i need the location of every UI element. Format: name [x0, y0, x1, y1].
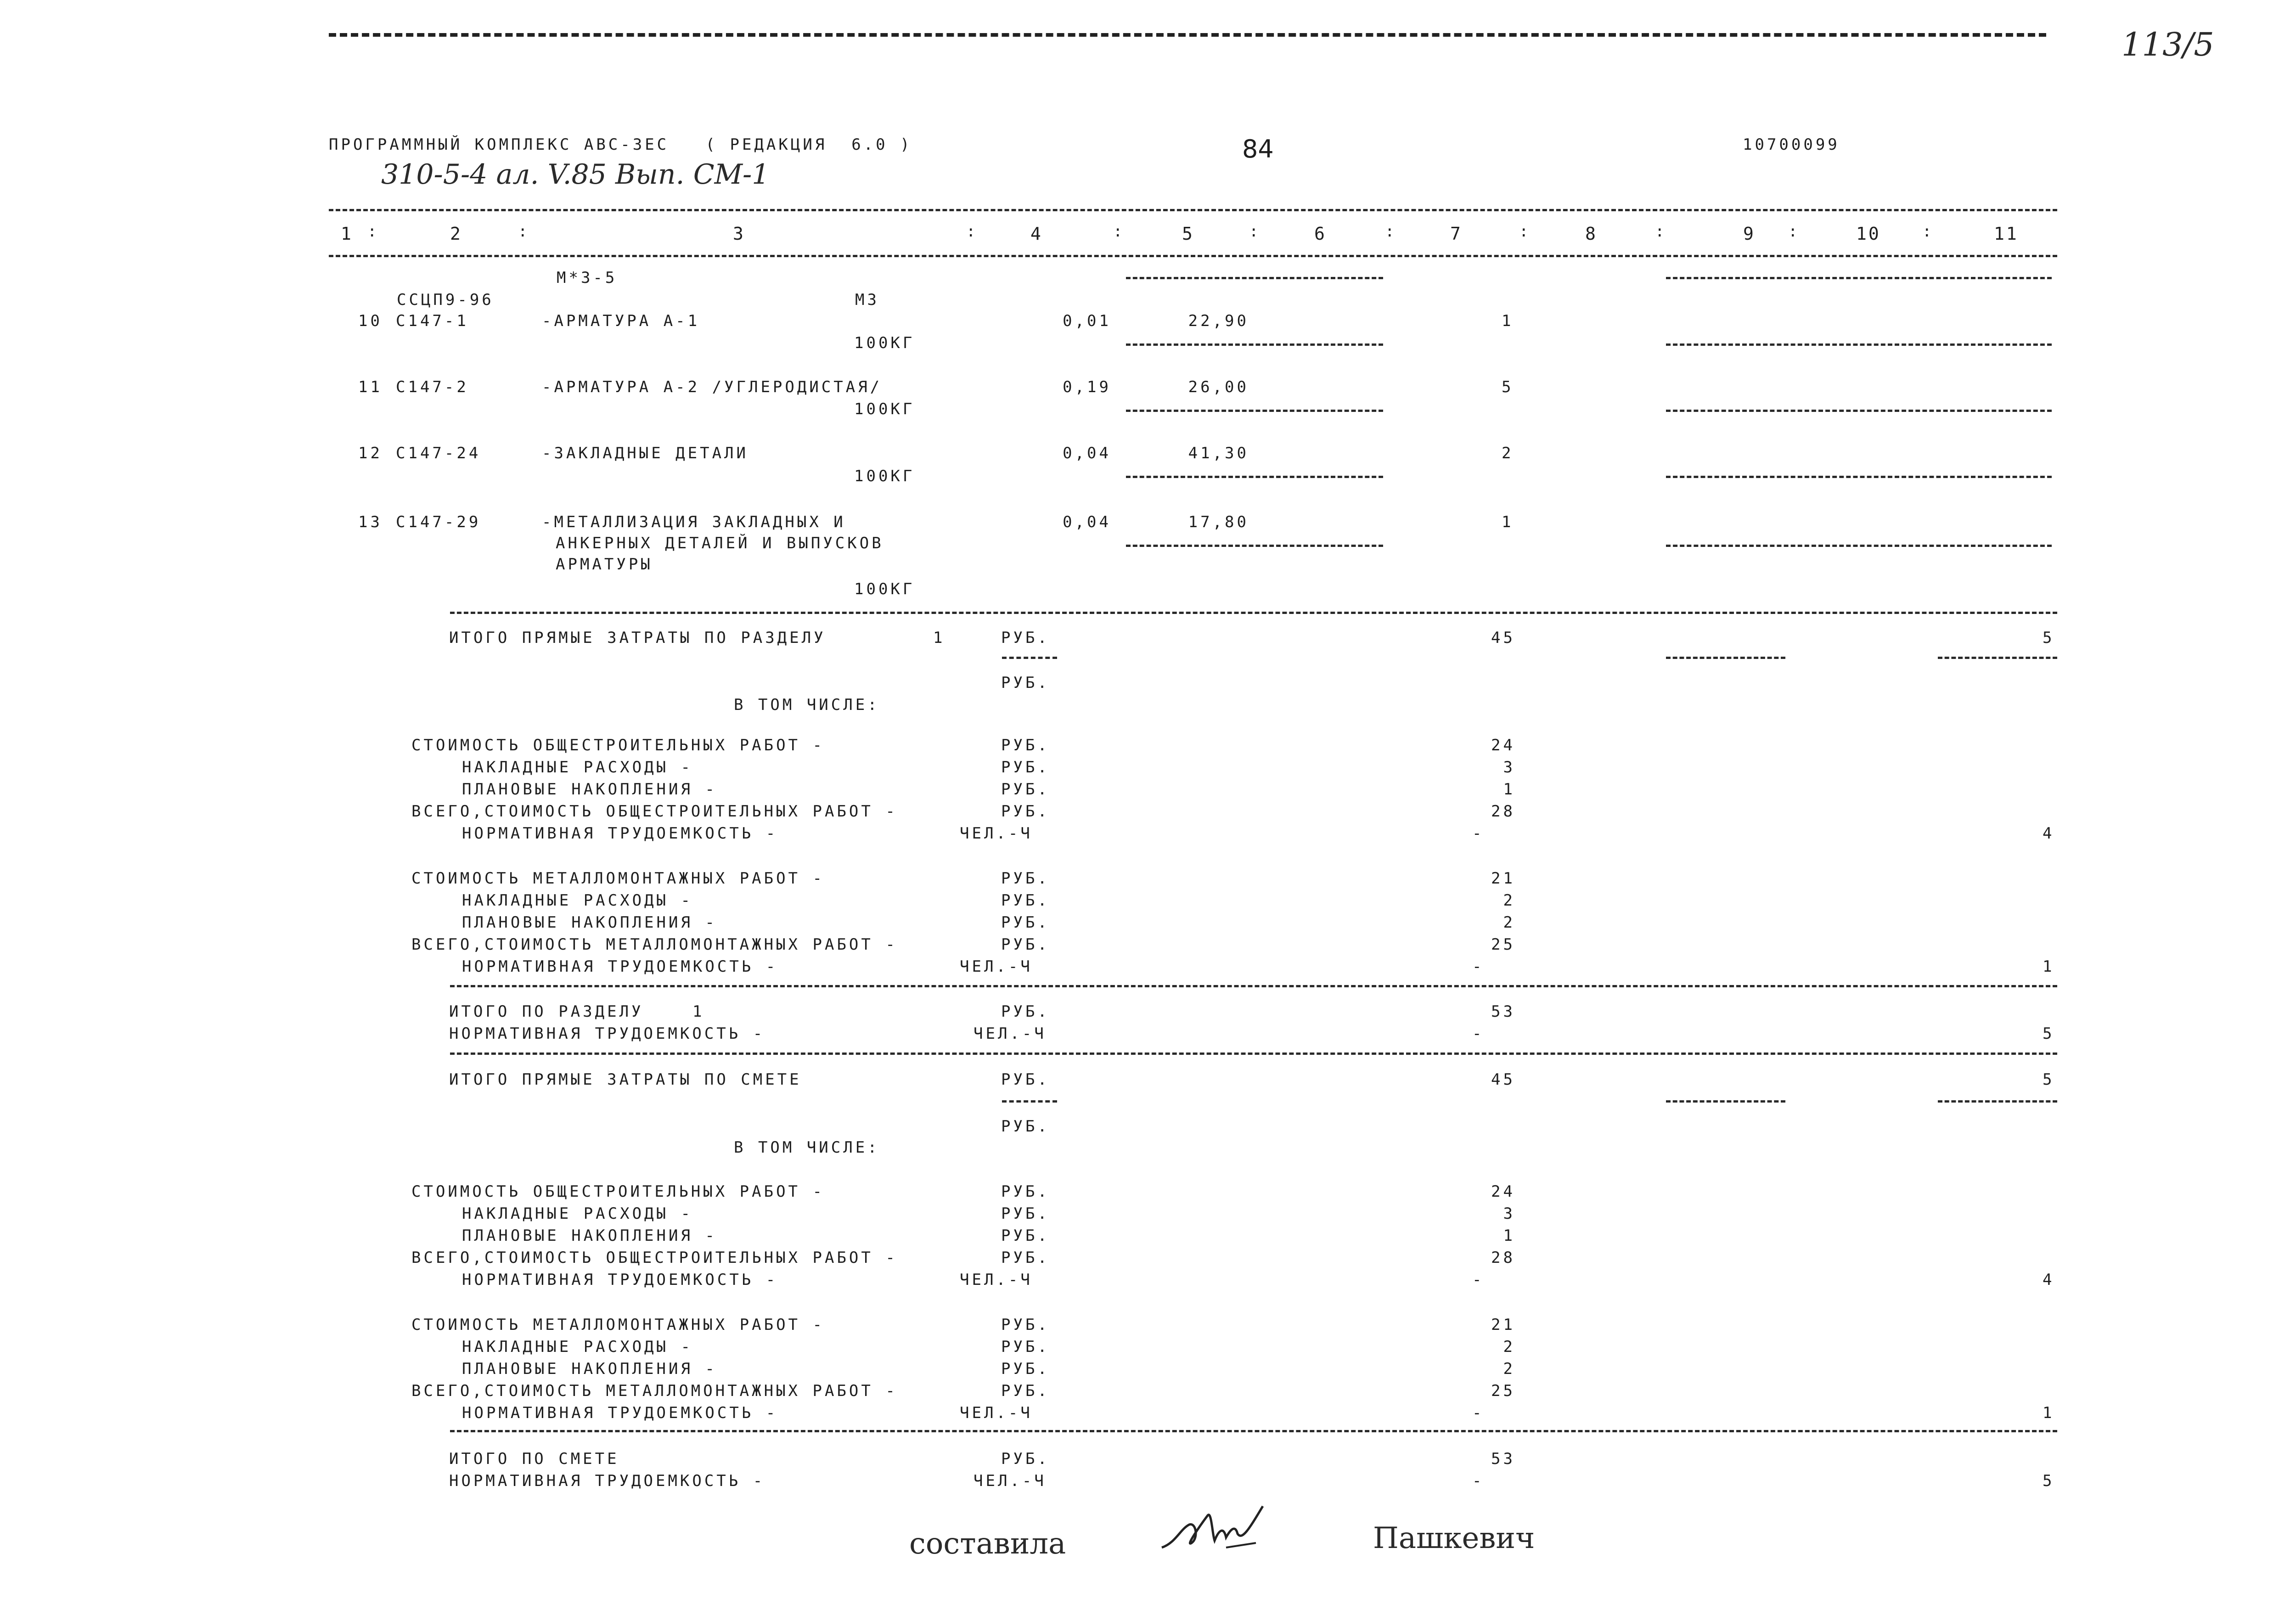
col-sep: : — [1655, 222, 1667, 241]
unit: ЧЕЛ.-Ч — [960, 957, 1033, 976]
unit: РУБ. — [1001, 1070, 1050, 1089]
col-sep: : — [966, 222, 979, 241]
page-number: 84 — [1242, 135, 1274, 163]
value-col7: 21 — [1491, 869, 1515, 888]
dash-segment — [1666, 657, 1785, 659]
value-col7: 24 — [1491, 1182, 1515, 1201]
doc-code: 10700099 — [1743, 135, 1840, 154]
label: ИТОГО ПО РАЗДЕЛУ — [449, 1002, 644, 1021]
metal-cost-label: СТОИМОСТЬ МЕТАЛЛОМОНТАЖНЫХ РАБОТ - — [411, 869, 825, 888]
dash-segment — [1666, 277, 2052, 279]
col-sep: : — [1385, 222, 1397, 241]
value-col7: 2 — [1503, 1338, 1515, 1356]
header-rule-top — [329, 209, 2057, 211]
row-price: 17,80 — [1188, 513, 1249, 531]
dash-segment — [1126, 343, 1383, 346]
unit: РУБ. — [1001, 1204, 1050, 1223]
top-dash-rule — [329, 33, 2046, 37]
section-no: 1 — [933, 629, 945, 647]
signature-image — [1157, 1497, 1267, 1561]
unit: РУБ. — [1001, 869, 1050, 888]
metal-total-label: ВСЕГО,СТОИМОСТЬ МЕТАЛЛОМОНТАЖНЫХ РАБОТ - — [411, 935, 898, 954]
compiled-label: составила — [909, 1527, 1066, 1561]
unit: РУБ. — [1001, 1450, 1050, 1468]
planned-savings-label: ПЛАНОВЫЕ НАКОПЛЕНИЯ - — [462, 780, 717, 799]
unit: РУБ. — [1001, 1249, 1050, 1267]
dash-segment — [1666, 1100, 1785, 1103]
dash-segment — [1126, 277, 1383, 279]
row-price: 41,30 — [1188, 444, 1249, 462]
unit: РУБ. — [1001, 674, 1050, 692]
row-number: 10 — [358, 312, 383, 330]
value-col7: 28 — [1491, 1249, 1515, 1267]
unit: ЧЕЛ.-Ч — [960, 824, 1033, 843]
dash-segment — [1126, 545, 1383, 547]
col-2: 2 — [450, 224, 462, 244]
dash-segment — [1126, 476, 1383, 478]
unit: РУБ. — [1001, 913, 1050, 932]
labor-label: НОРМАТИВНАЯ ТРУДОЕМКОСТЬ - — [462, 957, 778, 976]
row-number: 11 — [358, 378, 383, 396]
row-name-line: АРМАТУРЫ — [556, 555, 653, 574]
planned-savings-label: ПЛАНОВЫЕ НАКОПЛЕНИЯ - — [462, 913, 717, 932]
value-col7: 2 — [1503, 891, 1515, 910]
price-base-code: ССЦП9-96 — [397, 291, 494, 309]
value-col7: 3 — [1503, 758, 1515, 777]
value-col7: 2 — [1503, 913, 1515, 932]
dash-segment — [1938, 1100, 2057, 1103]
label: НОРМАТИВНАЯ ТРУДОЕМКОСТЬ - — [449, 1024, 765, 1043]
row-code: С147-29 — [396, 513, 481, 531]
value-col7: 45 — [1491, 629, 1515, 647]
section-code: М*3-5 — [557, 269, 618, 287]
unit: ЧЕЛ.-Ч — [974, 1024, 1047, 1043]
handwritten-note: 310-5-4 ал. V.85 Вып. СМ-1 — [381, 158, 770, 191]
value-col7: 25 — [1491, 1382, 1515, 1400]
value-col7: 2 — [1503, 1360, 1515, 1378]
planned-savings-label: ПЛАНОВЫЕ НАКОПЛЕНИЯ - — [462, 1360, 717, 1378]
col-7: 7 — [1450, 224, 1463, 244]
row-code: С147-2 — [396, 378, 469, 396]
general-cost-label: СТОИМОСТЬ ОБЩЕСТРОИТЕЛЬНЫХ РАБОТ - — [411, 1182, 825, 1201]
row-unit: 100КГ — [854, 580, 915, 598]
label: НОРМАТИВНАЯ ТРУДОЕМКОСТЬ - — [449, 1472, 765, 1490]
unit: РУБ. — [1001, 629, 1050, 647]
unit: РУБ. — [1001, 1338, 1050, 1356]
value-col11: 4 — [2043, 824, 2055, 843]
value-col7: - — [1472, 1271, 1485, 1289]
price-base-unit: М3 — [855, 291, 879, 309]
col-sep: : — [518, 222, 530, 241]
value-col7: 53 — [1491, 1002, 1515, 1021]
estimate-rule — [450, 1430, 2057, 1432]
corner-mark: 113/5 — [2122, 26, 2214, 63]
unit: РУБ. — [1001, 1316, 1050, 1334]
row-name: -АРМАТУРА А-1 — [542, 312, 700, 330]
value-col11: 4 — [2043, 1271, 2055, 1289]
unit: ЧЕЛ.-Ч — [974, 1472, 1047, 1490]
col-10: 10 — [1856, 224, 1881, 244]
value-col7: - — [1472, 957, 1485, 976]
dash-segment — [1666, 343, 2052, 346]
value-col7: - — [1472, 824, 1485, 843]
value-col11: 1 — [2043, 1404, 2055, 1422]
overhead-label: НАКЛАДНЫЕ РАСХОДЫ - — [462, 891, 693, 910]
row-price: 26,00 — [1188, 378, 1249, 396]
unit: РУБ. — [1001, 1227, 1050, 1245]
dash-segment — [1666, 410, 2052, 412]
row-unit: 100КГ — [854, 334, 915, 352]
unit: РУБ. — [1001, 1382, 1050, 1400]
overhead-label: НАКЛАДНЫЕ РАСХОДЫ - — [462, 758, 693, 777]
row-number: 12 — [358, 444, 383, 462]
col-sep: : — [1788, 222, 1801, 241]
value-col7: 45 — [1491, 1070, 1515, 1089]
overhead-label: НАКЛАДНЫЕ РАСХОДЫ - — [462, 1338, 693, 1356]
col-sep: : — [1249, 222, 1261, 241]
unit: РУБ. — [1001, 1117, 1050, 1136]
row-col7: 2 — [1502, 444, 1514, 462]
section-rule — [450, 612, 2057, 614]
including-label: В ТОМ ЧИСЛЕ: — [734, 696, 880, 714]
unit: РУБ. — [1001, 1360, 1050, 1378]
unit: ЧЕЛ.-Ч — [960, 1404, 1033, 1422]
value-col11: 1 — [2043, 957, 2055, 976]
col-11: 11 — [1994, 224, 2019, 244]
unit: РУБ. — [1001, 1002, 1050, 1021]
row-name: -ЗАКЛАДНЫЕ ДЕТАЛИ — [542, 444, 748, 462]
value-col7: 21 — [1491, 1316, 1515, 1334]
row-col7: 5 — [1502, 378, 1514, 396]
row-price: 22,90 — [1188, 312, 1249, 330]
col-sep: : — [1922, 222, 1935, 241]
dash-segment — [1938, 657, 2057, 659]
compiler-name: Пашкевич — [1373, 1521, 1535, 1555]
col-sep: : — [1113, 222, 1125, 241]
row-col7: 1 — [1502, 513, 1514, 531]
row-name-line: АНКЕРНЫХ ДЕТАЛЕЙ И ВЫПУСКОВ — [556, 534, 884, 552]
value-col7: - — [1472, 1024, 1485, 1043]
row-qty: 0,01 — [1063, 312, 1111, 330]
label: ИТОГО ПРЯМЫЕ ЗАТРАТЫ ПО РАЗДЕЛУ — [449, 629, 826, 647]
row-col7: 1 — [1502, 312, 1514, 330]
labor-label: НОРМАТИВНАЯ ТРУДОЕМКОСТЬ - — [462, 1271, 778, 1289]
row-unit: 100КГ — [854, 467, 915, 485]
unit: РУБ. — [1001, 758, 1050, 777]
dash-segment — [1666, 476, 2052, 478]
col-1: 1 — [341, 224, 353, 244]
header-rule-bottom — [329, 255, 2057, 257]
estimate-rule — [450, 1053, 2057, 1055]
value-col7: 1 — [1503, 780, 1515, 799]
overhead-label: НАКЛАДНЫЕ РАСХОДЫ - — [462, 1204, 693, 1223]
row-name: -АРМАТУРА А-2 /УГЛЕРОДИСТАЯ/ — [542, 378, 883, 396]
value-col11: 5 — [2043, 1070, 2055, 1089]
value-col11: 5 — [2043, 1024, 2055, 1043]
general-cost-label: СТОИМОСТЬ ОБЩЕСТРОИТЕЛЬНЫХ РАБОТ - — [411, 736, 825, 754]
col-3: 3 — [733, 224, 745, 244]
value-col7: 1 — [1503, 1227, 1515, 1245]
col-5: 5 — [1182, 224, 1194, 244]
metal-cost-label: СТОИМОСТЬ МЕТАЛЛОМОНТАЖНЫХ РАБОТ - — [411, 1316, 825, 1334]
row-code: С147-1 — [396, 312, 469, 330]
labor-label: НОРМАТИВНАЯ ТРУДОЕМКОСТЬ - — [462, 1404, 778, 1422]
col-sep: : — [367, 222, 380, 241]
row-qty: 0,04 — [1063, 513, 1111, 531]
col-9: 9 — [1743, 224, 1756, 244]
section-rule — [450, 985, 2057, 987]
metal-total-label: ВСЕГО,СТОИМОСТЬ МЕТАЛЛОМОНТАЖНЫХ РАБОТ - — [411, 1382, 898, 1400]
row-name-line: -МЕТАЛЛИЗАЦИЯ ЗАКЛАДНЫХ И — [542, 513, 846, 531]
row-qty: 0,04 — [1063, 444, 1111, 462]
value-col7: - — [1472, 1472, 1485, 1490]
unit: РУБ. — [1001, 1182, 1050, 1201]
unit: РУБ. — [1001, 891, 1050, 910]
col-4: 4 — [1030, 224, 1043, 244]
value-col7: 24 — [1491, 736, 1515, 754]
unit: РУБ. — [1001, 736, 1050, 754]
dash-segment — [1002, 1100, 1057, 1103]
value-col11: 5 — [2043, 1472, 2055, 1490]
col-6: 6 — [1314, 224, 1327, 244]
label: ИТОГО ПО СМЕТЕ — [449, 1450, 619, 1468]
row-code: С147-24 — [396, 444, 481, 462]
value-col7: 28 — [1491, 802, 1515, 821]
col-sep: : — [1519, 222, 1531, 241]
general-total-label: ВСЕГО,СТОИМОСТЬ ОБЩЕСТРОИТЕЛЬНЫХ РАБОТ - — [411, 1249, 898, 1267]
value-col7: 25 — [1491, 935, 1515, 954]
dash-segment — [1666, 545, 2052, 547]
unit: РУБ. — [1001, 780, 1050, 799]
row-number: 13 — [358, 513, 383, 531]
planned-savings-label: ПЛАНОВЫЕ НАКОПЛЕНИЯ - — [462, 1227, 717, 1245]
including-label: В ТОМ ЧИСЛЕ: — [734, 1138, 880, 1157]
unit: РУБ. — [1001, 935, 1050, 954]
value-col7: 53 — [1491, 1450, 1515, 1468]
unit: РУБ. — [1001, 802, 1050, 821]
section-no: 1 — [692, 1002, 705, 1021]
value-col11: 5 — [2043, 629, 2055, 647]
row-qty: 0,19 — [1063, 378, 1111, 396]
value-col7: - — [1472, 1404, 1485, 1422]
label: ИТОГО ПРЯМЫЕ ЗАТРАТЫ ПО СМЕТЕ — [449, 1070, 802, 1089]
program-title: ПРОГРАММНЫЙ КОМПЛЕКС АВС-ЗЕС ( РЕДАКЦИЯ 6.0 ) — [329, 135, 912, 154]
col-8: 8 — [1585, 224, 1598, 244]
dash-segment — [1126, 410, 1383, 412]
unit: ЧЕЛ.-Ч — [960, 1271, 1033, 1289]
labor-label: НОРМАТИВНАЯ ТРУДОЕМКОСТЬ - — [462, 824, 778, 843]
dash-segment — [1002, 657, 1057, 659]
row-unit: 100КГ — [854, 400, 915, 418]
general-total-label: ВСЕГО,СТОИМОСТЬ ОБЩЕСТРОИТЕЛЬНЫХ РАБОТ - — [411, 802, 898, 821]
value-col7: 3 — [1503, 1204, 1515, 1223]
